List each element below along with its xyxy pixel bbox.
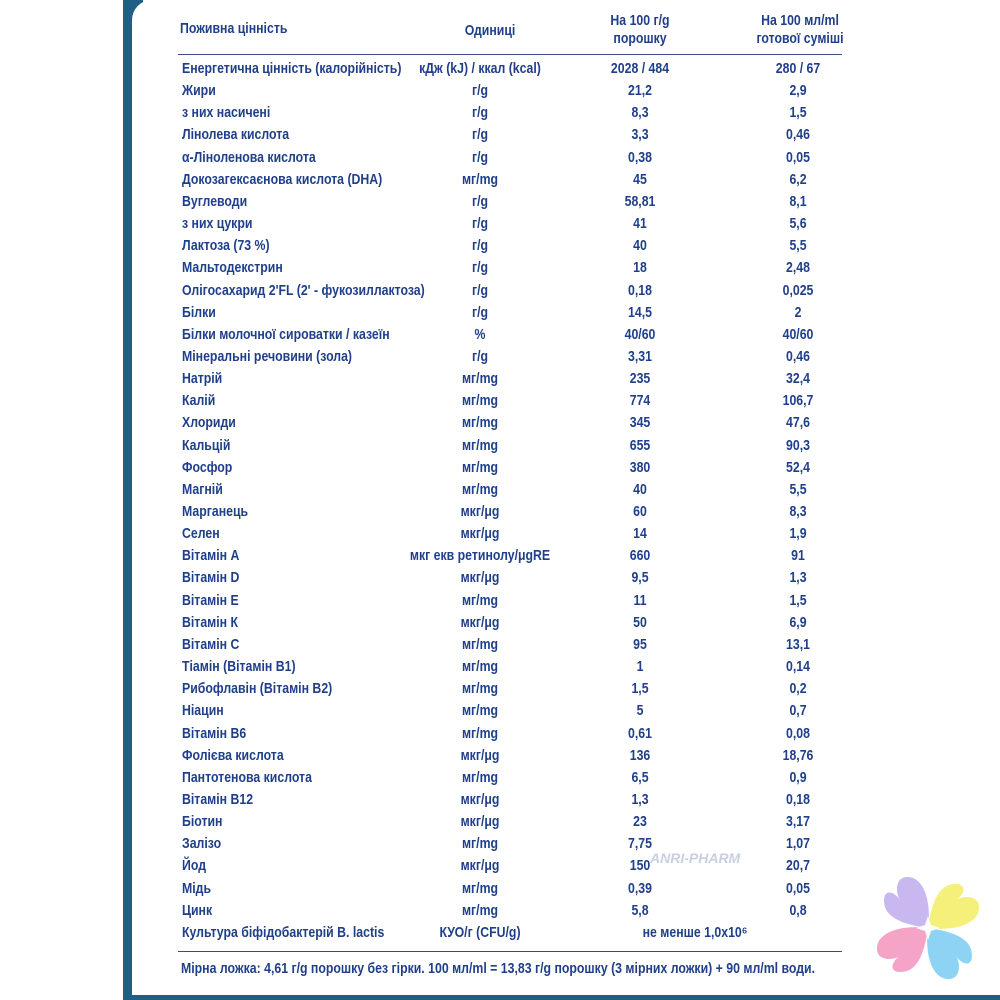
row-per-100ml: 90,3	[786, 436, 810, 454]
table-row	[0, 390, 1000, 412]
table-row	[0, 855, 1000, 877]
row-unit: г/g	[471, 126, 489, 144]
row-per-100ml: 1,07	[786, 835, 810, 853]
row-unit: мг/mg	[461, 724, 499, 742]
row-per-100ml: 8,3	[789, 503, 807, 520]
table-row	[0, 833, 1000, 855]
table-row	[0, 147, 1000, 169]
flower-logo	[858, 858, 998, 998]
row-per-100g: 5	[636, 702, 644, 720]
row-per-100g: 50	[633, 613, 647, 631]
row-unit: г/g	[471, 192, 489, 210]
row-per-100ml: 0,05	[786, 879, 810, 897]
row-per-100ml: 280 / 67	[775, 60, 821, 77]
row-per-100g: 3,31	[628, 347, 652, 365]
table-row	[0, 567, 1000, 589]
row-unit: кДж (kJ) / ккал (kcal)	[419, 60, 541, 77]
row-unit: г/g	[471, 215, 489, 233]
row-name: з них насичені	[182, 104, 271, 122]
row-unit: г/g	[471, 148, 489, 166]
row-name: Біотин	[182, 813, 223, 831]
row-per-100ml: 47,6	[786, 414, 810, 432]
table-row	[0, 590, 1000, 612]
row-unit: мг/mg	[461, 591, 499, 609]
table-row	[0, 213, 1000, 235]
row-per-100g: 45	[633, 170, 647, 188]
row-per-100g: 14,5	[628, 303, 652, 321]
row-per-100ml: 18,76	[782, 746, 814, 764]
table-row	[0, 501, 1000, 523]
frame-corner	[123, 0, 143, 20]
row-per-100g: 0,61	[628, 724, 652, 742]
row-name: Лінолева кислота	[182, 126, 290, 144]
row-per-100ml: 1,5	[789, 591, 807, 609]
row-unit: мг/mg	[461, 680, 499, 698]
table-row	[0, 80, 1000, 102]
row-per-100g: 2028 / 484	[610, 60, 670, 77]
row-unit: г/g	[471, 259, 489, 277]
table-row	[0, 767, 1000, 789]
row-per-100g: 23	[633, 813, 647, 831]
table-row	[0, 435, 1000, 457]
row-per-100ml: 5,5	[789, 237, 807, 255]
row-per-100g: 58,81	[624, 192, 656, 210]
row-per-100g: 1,3	[631, 790, 649, 808]
row-per-100g: 380	[629, 458, 651, 476]
row-unit: мг/mg	[461, 392, 499, 410]
row-name: Докозагексаєнова кислота (DHA)	[182, 170, 383, 188]
row-per-100g: 0,38	[628, 148, 652, 166]
table-row	[0, 102, 1000, 124]
row-name: Натрій	[182, 370, 223, 388]
row-per-100g: 1,5	[631, 680, 649, 698]
row-name: Культура біфідобактерій B. lactis	[182, 924, 385, 941]
table-row	[0, 58, 1000, 80]
row-per-100g: 1	[636, 658, 644, 676]
row-per-100ml: 5,5	[789, 480, 807, 498]
header-per-100ml-line1: На 100 мл/ml	[761, 12, 839, 29]
row-unit: мкг екв ретинолу/μgRE	[409, 547, 551, 565]
row-per-100ml: 0,18	[786, 790, 810, 808]
row-per-100ml: 3,17	[786, 813, 810, 831]
row-per-100ml: 0,46	[786, 347, 810, 365]
row-name: Вітамін В6	[182, 724, 247, 742]
row-per-100ml: 1,5	[789, 104, 807, 122]
table-row	[0, 257, 1000, 279]
row-unit: мг/mg	[461, 768, 499, 786]
row-per-100ml: 0,05	[786, 148, 810, 166]
row-unit: мг/mg	[461, 370, 499, 388]
header-per-100g-line2: порошку	[613, 30, 667, 47]
row-unit: мг/mg	[461, 170, 499, 188]
row-per-100ml: 0,46	[786, 126, 810, 144]
table-row	[0, 612, 1000, 634]
row-name: Марганець	[182, 503, 249, 520]
row-per-100ml: 0,08	[786, 724, 810, 742]
row-unit: мг/mg	[461, 658, 499, 676]
row-per-100ml: 0,025	[782, 281, 814, 299]
row-per-100g: 11	[633, 591, 647, 609]
row-unit: мкг/μg	[460, 857, 500, 875]
row-per-100ml: 1,9	[789, 525, 807, 543]
row-per-100ml: 5,6	[789, 215, 807, 233]
row-unit: мкг/μg	[460, 569, 500, 587]
table-row	[0, 280, 1000, 302]
watermark: ANRI-PHARM	[650, 850, 741, 866]
row-name: Білки	[182, 303, 216, 321]
row-per-100g: 774	[629, 392, 651, 410]
row-unit: г/g	[471, 237, 489, 255]
row-per-100g: 7,75	[628, 835, 652, 853]
table-row	[0, 789, 1000, 811]
row-per-100ml: 2	[794, 303, 802, 321]
row-name: Хлориди	[182, 414, 236, 432]
table-row	[0, 124, 1000, 146]
row-name: Вітамін К	[182, 613, 239, 631]
row-name: Вітамін В12	[182, 790, 254, 808]
row-unit: КУО/г (CFU/g)	[439, 924, 521, 941]
row-per-100ml: 106,7	[782, 392, 814, 410]
row-name: Олігосахарид 2'FL (2' - фукозиллактоза)	[182, 281, 425, 299]
row-name: Вітамін С	[182, 635, 240, 653]
row-unit: мг/mg	[461, 635, 499, 653]
table-row	[0, 368, 1000, 390]
table-row	[0, 235, 1000, 257]
row-per-100ml: 91	[791, 547, 805, 565]
row-per-100g: 660	[629, 547, 651, 565]
table-row	[0, 878, 1000, 900]
row-per-100ml: 2,9	[789, 82, 807, 100]
row-per-100ml: 32,4	[786, 370, 810, 388]
row-per-100ml: 0,2	[789, 680, 807, 698]
row-per-100g: 21,2	[628, 82, 652, 100]
row-per-100g: 95	[633, 635, 647, 653]
row-unit: мг/mg	[461, 480, 499, 498]
row-per-100g: 41	[633, 215, 647, 233]
row-unit: мкг/μg	[460, 790, 500, 808]
row-name: Рибофлавін (Вітамін В2)	[182, 680, 333, 698]
row-unit: г/g	[471, 104, 489, 122]
row-unit: г/g	[471, 281, 489, 299]
row-per-100ml: 8,1	[789, 192, 807, 210]
table-row	[0, 900, 1000, 922]
row-per-100ml: 20,7	[786, 857, 810, 875]
table-row	[0, 523, 1000, 545]
row-per-100ml: 52,4	[786, 458, 810, 476]
row-name: Кальцій	[182, 436, 231, 454]
row-per-100g: 9,5	[631, 569, 649, 587]
row-per-100g: 60	[633, 503, 647, 520]
row-name: з них цукри	[182, 215, 253, 233]
row-unit: мкг/μg	[460, 746, 500, 764]
row-per-100g: 136	[629, 746, 651, 764]
row-name: Фолієва кислота	[182, 746, 284, 764]
row-per-100ml: 6,2	[789, 170, 807, 188]
row-per-100g: 345	[629, 414, 651, 432]
table-row	[0, 302, 1000, 324]
row-unit: %	[474, 325, 486, 343]
row-name: Мідь	[182, 879, 212, 897]
table-row	[0, 656, 1000, 678]
table-row	[0, 634, 1000, 656]
row-per-100g: 8,3	[631, 104, 649, 122]
row-per-100g: 0,18	[628, 281, 652, 299]
footer-rule	[178, 951, 842, 952]
row-name: Цинк	[182, 901, 213, 919]
header-nutrition: Поживна цінність	[180, 20, 288, 37]
table-row-culture	[0, 922, 1000, 944]
row-name: Тіамін (Вітамін В1)	[182, 658, 296, 676]
row-name: Вітамін Е	[182, 591, 239, 609]
row-unit: мг/mg	[461, 901, 499, 919]
table-row	[0, 811, 1000, 833]
row-unit: мг/mg	[461, 458, 499, 476]
row-per-100g: 655	[629, 436, 651, 454]
table-row	[0, 169, 1000, 191]
table-row	[0, 457, 1000, 479]
row-per-100ml: 0,14	[786, 658, 810, 676]
row-per-100g: 14	[633, 525, 647, 543]
row-name: Селен	[182, 525, 220, 543]
header-units: Одиниці	[464, 22, 516, 39]
row-unit: мг/mg	[461, 835, 499, 853]
row-name: Залізо	[182, 835, 222, 853]
table-row	[0, 412, 1000, 434]
row-unit: мг/mg	[461, 879, 499, 897]
row-name: Жири	[182, 82, 216, 100]
row-name: Мальтодекстрин	[182, 259, 283, 277]
table-row	[0, 745, 1000, 767]
table-row	[0, 700, 1000, 722]
row-per-100g: 18	[633, 259, 647, 277]
row-name: Мінеральні речовини (зола)	[182, 347, 353, 365]
footnote-measuring-spoon: Мірна ложка: 4,61 г/g порошку без гірки. 100 мл/ml = 13,83 г/g порошку (3 мірних ложки) + 90 мл/ml води.	[181, 960, 816, 977]
row-unit: мг/mg	[461, 436, 499, 454]
row-name: Фосфор	[182, 458, 233, 476]
row-per-100g: 40/60	[624, 325, 656, 343]
row-per-100ml: 6,9	[789, 613, 807, 631]
row-per-100g: 40	[633, 237, 647, 255]
row-per-100ml: 2,48	[786, 259, 810, 277]
row-name: Енергетична цінність (калорійність)	[182, 60, 402, 77]
row-per-100ml: 13,1	[786, 635, 810, 653]
table-row	[0, 678, 1000, 700]
row-name: Вітамін А	[182, 547, 240, 565]
table-row	[0, 479, 1000, 501]
row-name: Вітамін D	[182, 569, 240, 587]
table-row	[0, 346, 1000, 368]
row-name: Білки молочної сироватки / казеїн	[182, 325, 390, 343]
table-row	[0, 324, 1000, 346]
row-unit: мкг/μg	[460, 813, 500, 831]
row-name: Лактоза (73 %)	[182, 237, 270, 255]
row-name: Ніацин	[182, 702, 224, 720]
header-per-100g-line1: На 100 г/g	[610, 12, 670, 29]
row-name: Йод	[182, 857, 207, 875]
row-unit: мкг/μg	[460, 503, 500, 520]
row-per-100g: 3,3	[631, 126, 649, 144]
row-per-100g: 235	[629, 370, 651, 388]
row-per-100g: 150	[629, 857, 651, 875]
row-unit: мкг/μg	[460, 613, 500, 631]
header-per-100ml-line2: готової суміші	[756, 30, 844, 47]
row-per-100ml: 0,9	[789, 768, 807, 786]
row-per-100ml: 40/60	[782, 325, 814, 343]
row-per-100ml: 0,7	[789, 702, 807, 720]
row-per-100g: 5,8	[631, 901, 649, 919]
row-unit: мг/mg	[461, 702, 499, 720]
row-name: α-Ліноленова кислота	[182, 148, 316, 166]
row-unit: г/g	[471, 303, 489, 321]
row-per-100g: 40	[633, 480, 647, 498]
row-name: Вуглеводи	[182, 192, 248, 210]
row-per-100g: 0,39	[628, 879, 652, 897]
table-row	[0, 545, 1000, 567]
row-per-100ml: 0,8	[789, 901, 807, 919]
table-row	[0, 723, 1000, 745]
row-per-100g: 6,5	[631, 768, 649, 786]
row-unit: мг/mg	[461, 414, 499, 432]
row-unit: мкг/μg	[460, 525, 500, 543]
header-rule	[178, 54, 842, 55]
row-unit: г/g	[471, 82, 489, 100]
row-name: Магній	[182, 480, 223, 498]
row-unit: г/g	[471, 347, 489, 365]
row-name: Пантотенова кислота	[182, 768, 312, 786]
row-per-100ml: 1,3	[789, 569, 807, 587]
row-name: Калій	[182, 392, 216, 410]
table-row	[0, 191, 1000, 213]
row-value: не менше 1,0x10⁶	[642, 924, 748, 941]
